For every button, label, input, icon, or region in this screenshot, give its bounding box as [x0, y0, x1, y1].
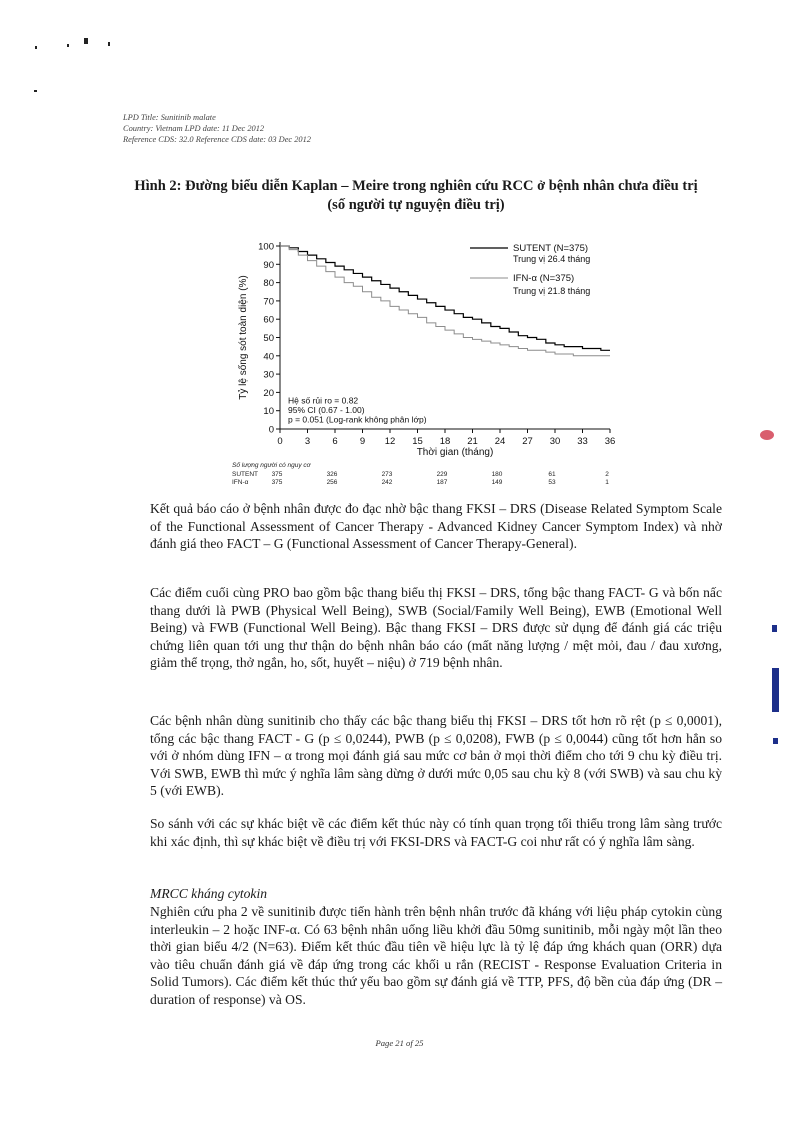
- stamp-fragment: [772, 625, 777, 632]
- risk-cell: 273: [381, 471, 393, 478]
- x-tick-label: 27: [522, 436, 533, 447]
- y-tick-label: 0: [268, 424, 274, 436]
- x-tick-label: 12: [384, 436, 396, 447]
- paragraph: Kết quả báo cáo ở bệnh nhân được đo đạc nhờ bậc thang FKSI – DRS (Disease Related Symptom Scale of the Functional Assessment of Cancer Therapy - Advanced Kidney Cancer Symptom Index) và nhờ đánh giá theo FACT – G (Functional Assessment of Cancer Therapy-General).: [150, 501, 722, 552]
- risk-row-label: SUTENT: [232, 471, 258, 478]
- risk-cell: 229: [436, 471, 448, 478]
- x-tick-label: 30: [549, 436, 561, 447]
- paragraph: Nghiên cứu pha 2 về sunitinib được tiến hành trên bệnh nhân trước đã kháng với liệu pháp cytokin cùng interleukin – 2 hoặc INF-α. Có 63 bệnh nhân uống liều khởi đầu 50mg sunitinib, mỗi ngày một lần theo thời gian biểu 4/2 (N=63). Điểm kết thúc đầu tiên về hiệu lực là tỷ lệ đáp ứng khách quan (ORR) dựa vào tiêu chuẩn đánh giá về đáp ứng trong các khối u rắn (RECIST - Response Evaluation Criteria in Solid Tumors). Các điểm kết thúc thứ yếu bao gồm sự đánh giá về TTP, PFS, độ bền của đáp ứng (DR – duration of response) và OS.: [150, 904, 722, 1007]
- scan-dot: [84, 38, 88, 44]
- header-line: LPD Title: Sunitinib malate: [123, 113, 216, 122]
- risk-cell: 61: [548, 471, 556, 478]
- annotation-line: 95% CI (0.67 - 1.00): [288, 404, 365, 415]
- chart-svg: [230, 236, 630, 496]
- x-tick-label: 36: [604, 436, 616, 447]
- legend-label: IFN-α (N=375): [513, 273, 575, 284]
- y-tick-label: 50: [263, 333, 274, 344]
- x-tick-label: 3: [304, 436, 311, 447]
- y-axis-label: Tỷ lệ sống sót toàn diện (%): [238, 275, 249, 400]
- x-tick-label: 0: [277, 436, 283, 447]
- risk-cell: 256: [326, 479, 338, 486]
- header-line: Reference CDS: 32.0 Reference CDS date: 03 Dec 2012: [123, 135, 311, 144]
- risk-cell: 375: [271, 471, 283, 478]
- paragraph: Các bệnh nhân dùng sunitinib cho thấy các bậc thang biểu thị FKSI – DRS tốt hơn rõ rệt (p ≤ 0,0001), tổng các bậc thang FACT - G (p ≤ 0,0244), PWB (p ≤ 0,0208), FWB (p ≤ 0,0044) cũng tốt hơn hẳn so với ở nhóm dùng IFN – α trong mọi đánh giá sau mức cơ bản ở mọi thời điểm cho tới 9 chu kỳ điều trị. Với SWB, EWB thì mức ý nghĩa lâm sàng dừng ở dưới mức 0,05 sau chu kỳ 8 (với SWB) và sau chu kỳ 5 (với EWB).: [150, 713, 722, 799]
- section-subheading: MRCC kháng cytokin: [150, 886, 268, 901]
- risk-cell: 375: [271, 479, 283, 486]
- risk-cell: 2: [605, 471, 609, 478]
- x-tick-label: 24: [494, 436, 506, 447]
- y-tick-label: 60: [263, 314, 274, 326]
- annotation-line: Hệ số rủi ro = 0.82: [288, 395, 359, 406]
- x-tick-label: 18: [439, 436, 451, 447]
- y-tick-label: 70: [263, 296, 274, 308]
- y-tick-label: 10: [263, 406, 274, 418]
- y-tick-label: 20: [263, 387, 274, 399]
- chart-legend: [470, 243, 590, 296]
- scan-dot: [108, 42, 110, 46]
- risk-cell: 53: [548, 479, 556, 486]
- y-tick-label: 40: [263, 351, 274, 363]
- y-tick-label: 90: [263, 259, 274, 271]
- scan-dot: [67, 44, 69, 47]
- stamp-fragment: [773, 738, 778, 744]
- x-tick-label: 33: [577, 436, 588, 447]
- risk-cell: 1: [605, 479, 609, 486]
- risk-row-label: IFN-α: [232, 479, 249, 486]
- risk-table: [232, 461, 609, 486]
- legend-label: SUTENT (N=375): [513, 243, 589, 254]
- y-tick-label: 80: [263, 278, 274, 290]
- y-tick-label: 100: [258, 241, 274, 253]
- annotation-line: p = 0.051 (Log-rank không phân lớp): [288, 414, 427, 425]
- legend-note: Trung vị 26.4 tháng: [513, 254, 591, 264]
- paragraph: So sánh với các sự khác biệt về các điểm kết thúc này có tính quan trọng tối thiểu trong lâm sàng trước khi xác định, thì sự khác biệt về điều trị với FKSI-DRS và FACT-G coi như rất có ý nghĩa lâm sàng.: [150, 816, 722, 849]
- header-line: Country: Vietnam LPD date: 11 Dec 2012: [123, 124, 265, 133]
- risk-cell: 326: [326, 471, 338, 478]
- legend-note: Trung vị 21.8 tháng: [513, 286, 591, 296]
- document-header: [123, 112, 311, 145]
- x-tick-label: 9: [359, 436, 366, 447]
- x-tick-label: 15: [412, 436, 423, 447]
- risk-table-title: Số lượng người có nguy cơ: [232, 462, 311, 469]
- risk-cell: 180: [491, 471, 503, 478]
- x-tick-label: 21: [467, 436, 478, 447]
- risk-cell: 187: [436, 479, 448, 486]
- x-tick-label: 6: [332, 436, 338, 447]
- risk-cell: 149: [491, 479, 503, 486]
- kaplan-meier-chart: [230, 236, 630, 496]
- chart-annotation: [288, 395, 427, 424]
- y-tick-label: 30: [263, 369, 274, 381]
- x-axis-label: Thời gian (tháng): [416, 447, 494, 458]
- stamp-fragment: [772, 668, 779, 712]
- scan-dot: [34, 90, 37, 92]
- risk-cell: 242: [381, 479, 393, 486]
- stamp-fragment: [760, 430, 774, 440]
- page-footer: Page 21 of 25: [375, 1038, 424, 1048]
- scan-dot: [35, 46, 37, 49]
- figure-title: Hình 2: Đường biểu diễn Kaplan – Meire trong nghiên cứu RCC ở bệnh nhân chưa điều trị (số người tự nguyện điều trị): [134, 178, 698, 213]
- paragraph: Các điểm cuối cùng PRO bao gồm bậc thang biểu thị FKSI – DRS, tổng bậc thang FACT- G và bốn nấc thang dưới là PWB (Physical Well Being), SWB (Social/Family Well Being), EWB (Emotional Well Being) và FWB (Functional Well Being). Bậc thang FKSI – DRS được sử dụng để đánh giá các triệu chứng liên quan tới ung thư thận do bệnh nhân báo cáo (mất năng lượng / mệt mỏi, đau / đau xương, giảm thể trọng, thở ngắn, ho, sốt, huyết – niệu) ở 719 bệnh nhân.: [150, 585, 722, 671]
